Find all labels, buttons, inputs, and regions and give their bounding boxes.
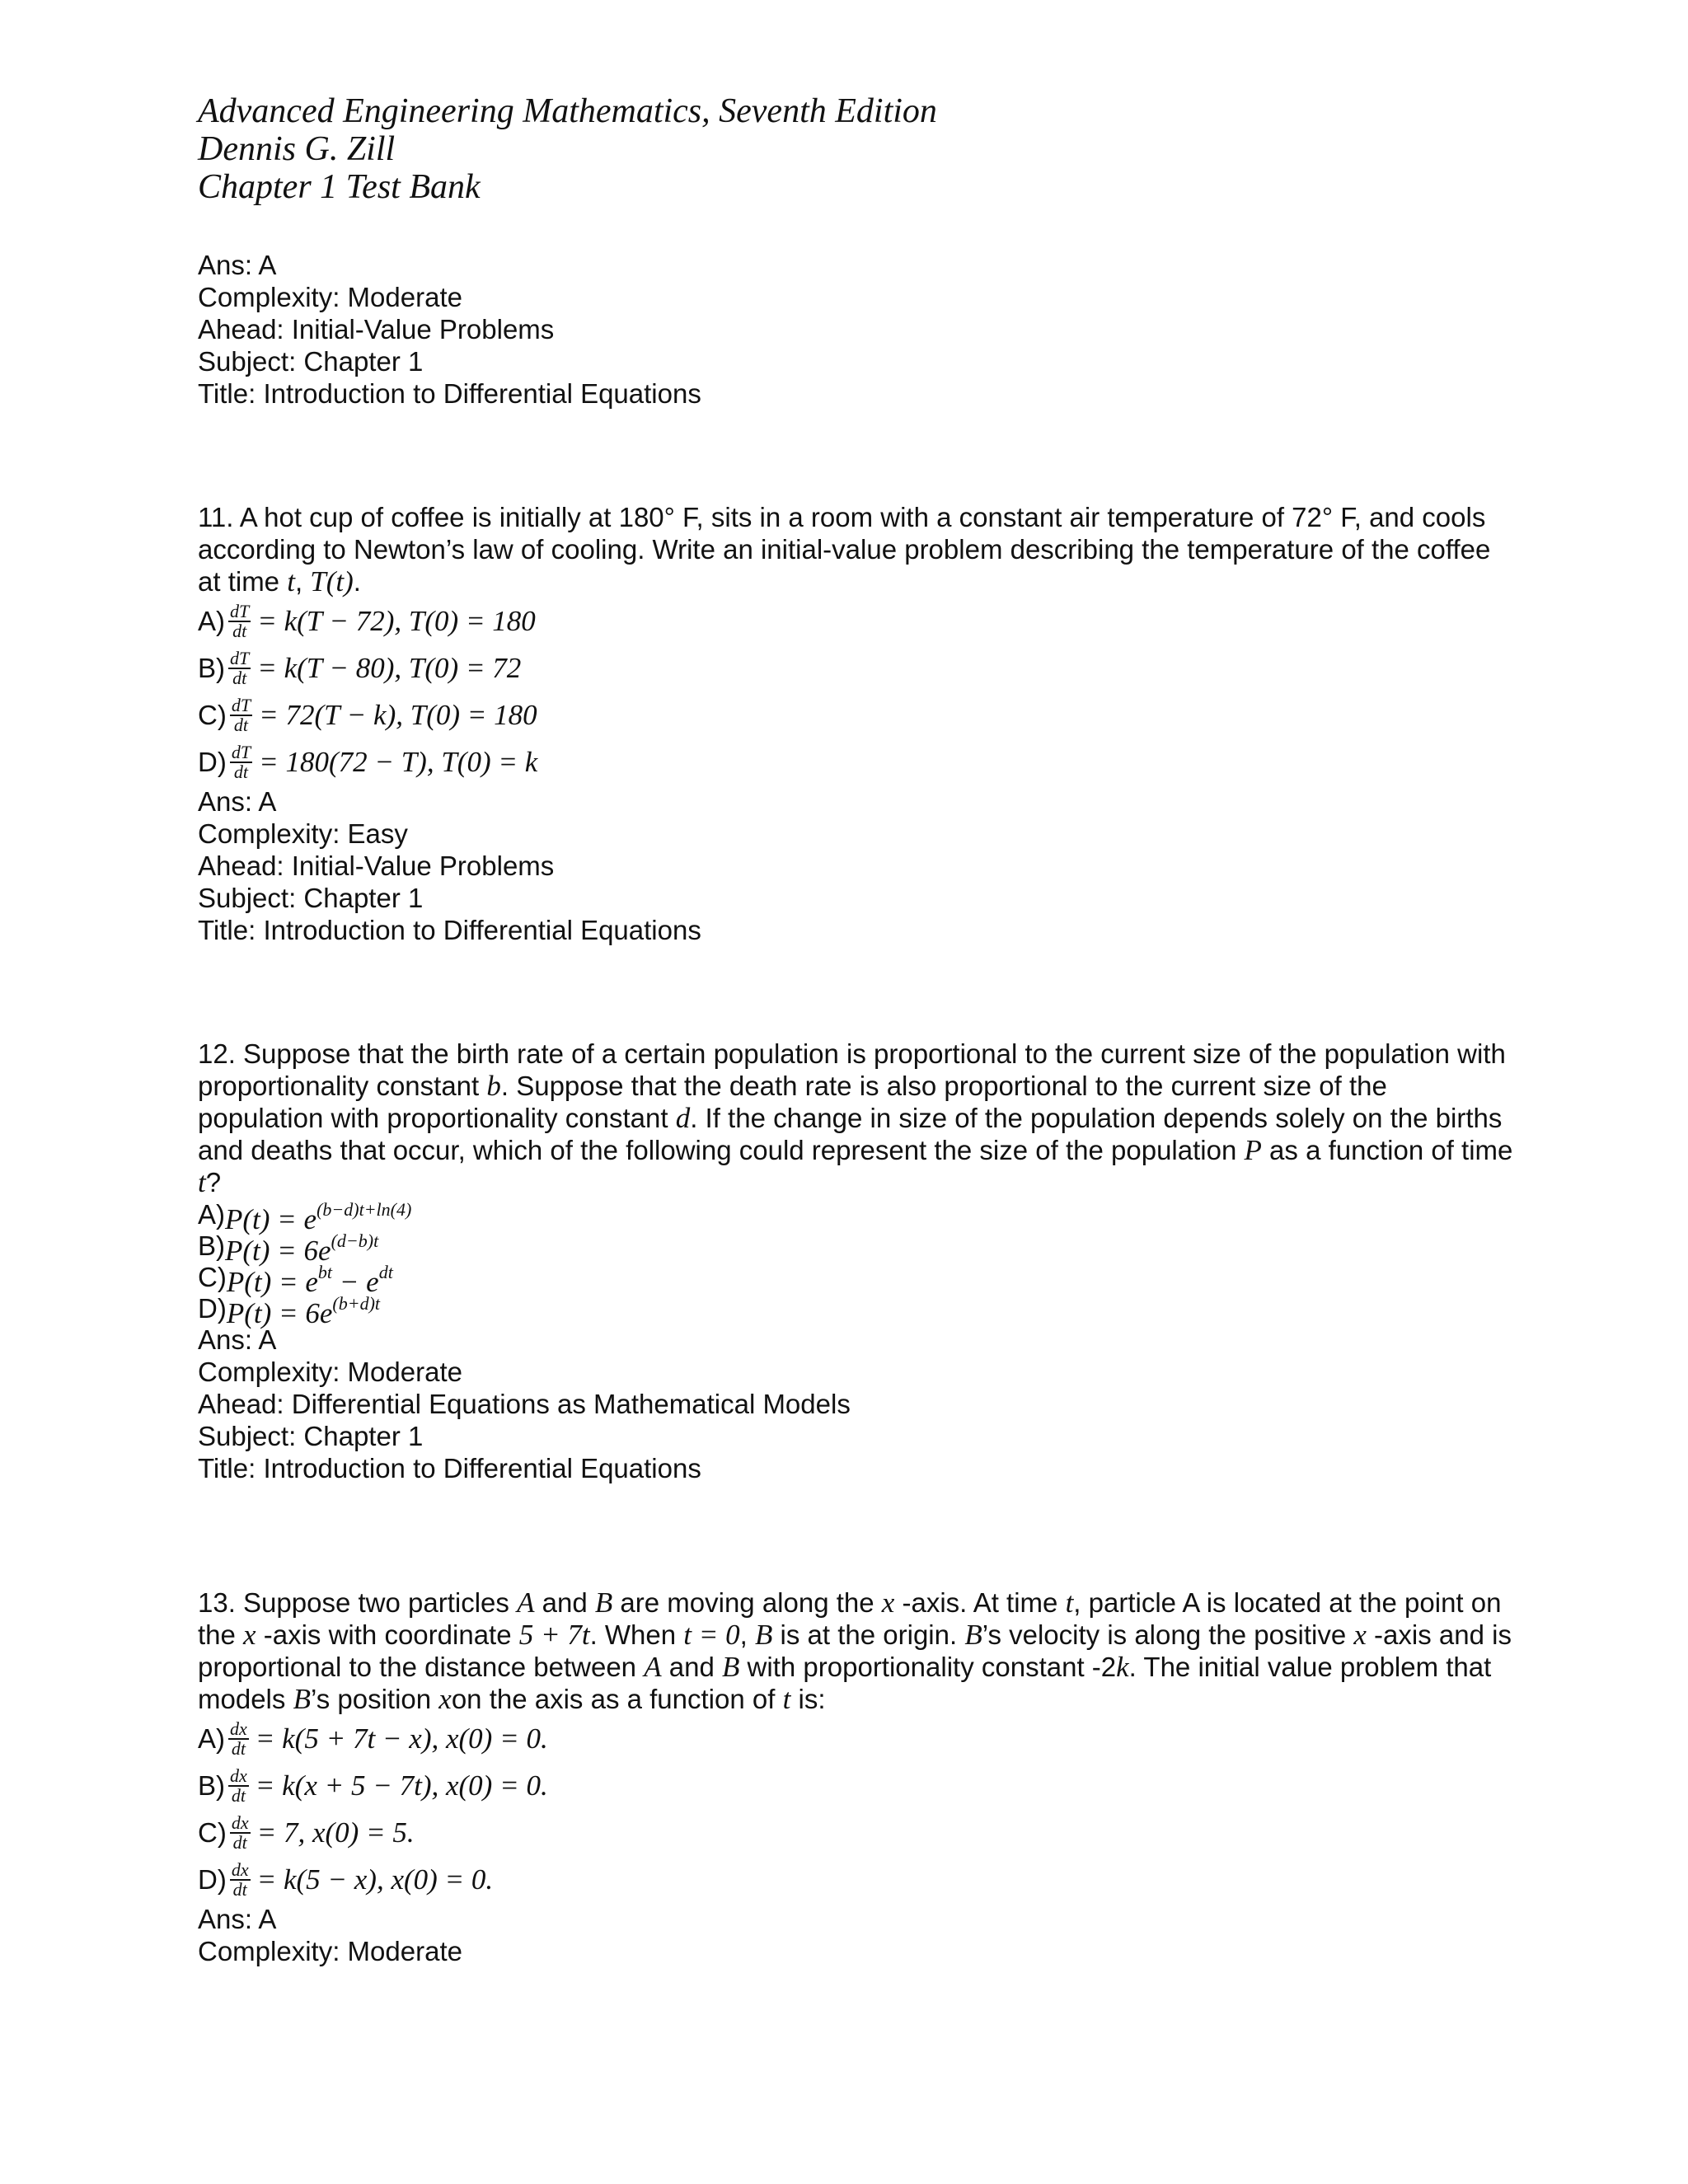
chapter-label: Chapter 1 Test Bank xyxy=(198,168,481,206)
answer-option xyxy=(198,1198,1517,1235)
option-label: C) xyxy=(198,1817,227,1848)
fraction-numerator: dT xyxy=(230,600,250,621)
fraction-denominator: dt xyxy=(232,620,247,641)
answer-option xyxy=(198,598,1517,644)
derivative-fraction xyxy=(230,696,252,734)
option-equation: $P(t) = e^{bt} - e^{dt}$ xyxy=(226,1261,393,1298)
exponent: (d−b)t xyxy=(331,1230,379,1251)
answer-option xyxy=(198,1856,1517,1903)
exponent: dt xyxy=(378,1261,393,1282)
ahead-line: Ahead: Differential Equations as Mathematical Models xyxy=(198,1389,851,1419)
option-equation: $P(t) = 6e^{(b+d)t}$ xyxy=(226,1292,381,1329)
answer-line: Ans: A xyxy=(198,250,277,280)
option-equation: $P(t) = 6e^{(d-b)t}$ xyxy=(225,1230,379,1267)
option-label: B) xyxy=(198,1770,225,1801)
exponent: (b+d)t xyxy=(332,1292,381,1314)
option-equation: = 72(T − k), T(0) = 180 xyxy=(259,699,537,731)
question-11-options xyxy=(198,598,1517,785)
answer-option xyxy=(198,1292,1517,1329)
option-equation: = 180(72 − T), T(0) = k xyxy=(259,746,538,778)
book-title: Advanced Engineering Mathematics, Seventh Edition xyxy=(198,92,937,130)
fraction-denominator: dt xyxy=(231,1784,246,1806)
option-equation: = k(5 + 7t − x), x(0) = 0. xyxy=(255,1722,548,1755)
question-11 xyxy=(198,501,1517,946)
fraction-numerator: dx xyxy=(231,1811,249,1833)
answer-option xyxy=(198,738,1517,785)
option-label: B) xyxy=(198,1230,225,1261)
subject-line: Subject: Chapter 1 xyxy=(198,1421,424,1451)
question-12-stem: 12. Suppose that the birth rate of a certain population is proportional to the current size of the population with proportionality constant b. Suppose that the death rate is also proportional to the current size of the population with proportionality constant d. If the change in size of the population depends solely on the births and deaths that occur, which of the following could represent the size of the population P as a function of time t? xyxy=(198,1038,1513,1198)
title-line: Title: Introduction to Differential Equations xyxy=(198,915,701,945)
derivative-fraction xyxy=(230,743,252,781)
fraction-numerator: dT xyxy=(231,694,251,715)
derivative-fraction xyxy=(228,1767,249,1805)
complexity-line: Complexity: Easy xyxy=(198,818,408,849)
complexity-line: Complexity: Moderate xyxy=(198,1357,462,1387)
option-label: A) xyxy=(198,1198,225,1230)
title-line: Title: Introduction to Differential Equations xyxy=(198,1453,701,1483)
derivative-fraction xyxy=(228,1720,249,1758)
previous-question-meta xyxy=(198,249,701,410)
subject-line: Subject: Chapter 1 xyxy=(198,883,424,913)
ahead-line: Ahead: Initial-Value Problems xyxy=(198,851,555,881)
answer-option xyxy=(198,691,1517,738)
subject-line: Subject: Chapter 1 xyxy=(198,346,424,377)
option-label: D) xyxy=(198,747,227,777)
answer-line: Ans: A xyxy=(198,786,277,817)
title-line: Title: Introduction to Differential Equations xyxy=(198,378,701,409)
option-equation: = k(x + 5 − 7t), x(0) = 0. xyxy=(255,1769,548,1802)
exponent: bt xyxy=(317,1261,333,1282)
fraction-numerator: dT xyxy=(230,647,250,668)
option-label: D) xyxy=(198,1292,227,1324)
fraction-denominator: dt xyxy=(233,761,249,782)
option-label: C) xyxy=(198,700,227,730)
question-13-stem: 13. Suppose two particles A and B are moving along the x -axis. At time t, particle A is located at the point on the x -axis with coordinate 5 + 7t. When t = 0, B is at the origin. B’s velocity is along the positive x -axis and is proportional to the distance between A and B with proportionality constant -2k. The initial value problem that models B’s position xon the axis as a function of t is: xyxy=(198,1586,1512,1715)
derivative-fraction xyxy=(228,602,251,640)
complexity-line: Complexity: Moderate xyxy=(198,1936,462,1966)
exponent: (b−d)t+ln(4) xyxy=(316,1198,412,1220)
option-equation: = k(T − 80), T(0) = 72 xyxy=(257,652,522,684)
fraction-denominator: dt xyxy=(232,1878,247,1900)
option-label: B) xyxy=(198,653,225,683)
option-equation: = 7, x(0) = 5. xyxy=(256,1816,415,1849)
answer-option xyxy=(198,1715,1517,1762)
answer-line: Ans: A xyxy=(198,1324,277,1355)
answer-option xyxy=(198,644,1517,691)
fraction-numerator: dT xyxy=(231,741,251,762)
complexity-line: Complexity: Moderate xyxy=(198,282,462,312)
question-12 xyxy=(198,1038,1517,1484)
answer-option xyxy=(198,1762,1517,1809)
derivative-fraction xyxy=(230,1858,251,1900)
fraction-denominator: dt xyxy=(232,667,247,688)
author-name: Dennis G. Zill xyxy=(198,130,396,168)
question-13 xyxy=(198,1586,1517,1967)
option-equation: $P(t) = e^{(b-d)t+ln(4)}$ xyxy=(225,1198,412,1235)
fraction-numerator: dx xyxy=(230,1765,247,1786)
option-label: A) xyxy=(198,606,225,636)
document-header xyxy=(198,92,937,206)
option-label: D) xyxy=(198,1864,227,1895)
option-label: C) xyxy=(198,1261,227,1292)
option-label: A) xyxy=(198,1723,225,1754)
question-11-stem: 11. A hot cup of coffee is initially at 180° F, sits in a room with a constant air temperature of 72° F, and cools according to Newton’s law of cooling. Write an initial-value problem describing the temperature of the coffee at time t, T(t). xyxy=(198,502,1491,598)
derivative-fraction xyxy=(230,1811,251,1853)
answer-line: Ans: A xyxy=(198,1904,277,1934)
fraction-denominator: dt xyxy=(232,1831,247,1853)
ahead-line: Ahead: Initial-Value Problems xyxy=(198,314,555,344)
fraction-denominator: dt xyxy=(233,714,249,735)
answer-option xyxy=(198,1809,1517,1856)
fraction-denominator: dt xyxy=(231,1737,246,1759)
option-equation: = k(5 − x), x(0) = 0. xyxy=(256,1863,494,1896)
derivative-fraction xyxy=(228,649,251,687)
fraction-numerator: dx xyxy=(231,1858,249,1880)
option-equation: = k(T − 72), T(0) = 180 xyxy=(257,605,536,637)
question-13-options xyxy=(198,1715,1517,1903)
question-12-options xyxy=(198,1198,1517,1329)
answer-option xyxy=(198,1261,1517,1298)
fraction-numerator: dx xyxy=(230,1718,247,1739)
